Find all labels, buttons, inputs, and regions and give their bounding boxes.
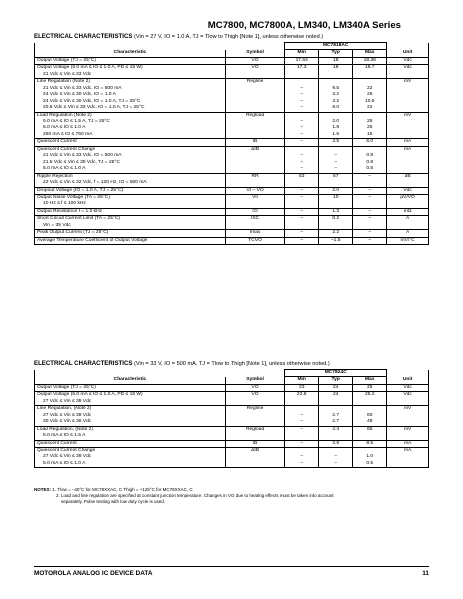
max-cell	[353, 392, 387, 406]
characteristic-cell	[35, 237, 226, 244]
min-value: –	[300, 85, 304, 91]
symbol-cell: VO	[225, 392, 284, 406]
characteristic-line: Output Noise Voltage (TA = 25°C)	[37, 194, 110, 200]
typ-value: –	[334, 166, 338, 172]
min-value: 17.3	[296, 65, 307, 71]
column-header-row	[35, 50, 429, 57]
symbol-cell: VO	[225, 57, 284, 64]
min-cell	[285, 194, 319, 208]
note-1: 1. Tlow = –40°C for MC78XXAC, C Thigh = +125°C for MC78XXAC, C	[52, 487, 193, 492]
characteristic-line: 10 Hz ≤ f ≤ 100 kHz	[43, 201, 86, 207]
product-name: MC7818AC	[285, 43, 387, 50]
typ-value: 3.2	[332, 92, 340, 98]
characteristic-line: 21 Vdc ≤ Vin ≤ 33 Vdc	[43, 71, 92, 77]
symbol-cell: VO	[225, 65, 284, 79]
notes	[34, 487, 432, 505]
symbol-cell: Regline	[225, 79, 284, 112]
typ-value: 57	[333, 173, 339, 179]
characteristic-line: Quiescent Current Change	[37, 447, 96, 453]
min-value: –	[300, 426, 304, 432]
max-value: 25	[367, 384, 373, 390]
min-value: –	[300, 194, 304, 200]
characteristic-cell	[35, 208, 226, 215]
max-value: 18.36	[363, 57, 376, 63]
characteristic-line: Output Voltage (5.0 mA ≤ IO ≤ 1.0 A, PD ≤ 15 W)	[37, 65, 143, 71]
typ-cell	[319, 112, 353, 139]
min-cell	[285, 146, 319, 173]
unit-cell: mA	[387, 139, 429, 146]
min-value: –	[300, 460, 304, 466]
characteristic-cell	[35, 216, 226, 230]
max-value: 65	[367, 426, 373, 432]
characteristic-line: Dropout Voltage (IO = 1.0 A, TJ = 25°C)	[37, 187, 124, 193]
column-header: Symbol	[225, 377, 284, 384]
min-value: –	[300, 159, 304, 165]
typ-value: 24	[332, 384, 339, 390]
table2-heading-label: ELECTRICAL CHARACTERISTICS	[34, 360, 133, 367]
min-cell	[285, 447, 319, 467]
unit-cell: Vdc	[387, 187, 429, 194]
characteristic-cell	[35, 146, 226, 173]
max-cell	[353, 65, 387, 79]
typ-cell	[319, 57, 353, 64]
product-header-row	[35, 43, 429, 50]
table-row	[35, 440, 429, 447]
symbol-cell: rO	[225, 208, 284, 215]
typ-cell	[319, 230, 353, 237]
symbol-cell: Regload	[225, 426, 284, 440]
typ-cell	[319, 384, 353, 391]
characteristic-line: 24 Vdc ≤ Vin ≤ 30 Vdc, IO = 1.0 A	[43, 92, 116, 98]
symbol-cell: ISC	[225, 216, 284, 230]
max-value: 48	[367, 419, 373, 425]
table-row	[35, 384, 429, 391]
typ-cell	[319, 237, 353, 244]
min-value: –	[300, 419, 304, 425]
table2-conditions: (Vin = 33 V, IO = 500 mA, TJ = Tlow to Thigh [Note 1], unless otherwise noted.)	[133, 361, 330, 367]
product-header-row	[35, 370, 429, 377]
typ-value: 3.2	[332, 98, 340, 104]
characteristic-cell	[35, 187, 226, 194]
characteristic-cell	[35, 447, 226, 467]
typ-value: 1.5	[332, 131, 340, 137]
min-cell	[285, 384, 319, 391]
max-value: 6.0	[366, 139, 374, 145]
max-cell	[353, 57, 387, 64]
max-cell	[353, 384, 387, 391]
min-value: –	[300, 92, 304, 98]
footer-rule	[34, 566, 429, 567]
unit-cell: mA	[387, 440, 429, 447]
min-cell	[285, 112, 319, 139]
typ-value: 9.5	[332, 85, 340, 91]
characteristic-line: 5.0 mA ≤ IO ≤ 1.0 A	[43, 166, 86, 172]
unit-cell: mV/°C	[387, 237, 429, 244]
header-blank	[35, 370, 285, 377]
characteristic-line: 27 Vdc ≤ Vin ≤ 38 Vdc	[43, 398, 92, 404]
typ-cell	[319, 406, 353, 426]
min-cell	[285, 139, 319, 146]
electrical-characteristics-table-1	[34, 42, 429, 245]
column-header-row	[35, 377, 429, 384]
min-value: 17.64	[295, 57, 308, 63]
max-cell	[353, 426, 387, 440]
characteristic-cell	[35, 230, 226, 237]
max-cell	[353, 440, 387, 447]
characteristic-line: 30 Vdc ≤ Vin ≤ 36 Vdc	[43, 419, 92, 425]
max-value: –	[368, 173, 372, 179]
table-row	[35, 447, 429, 467]
max-cell	[353, 230, 387, 237]
table-row	[35, 79, 429, 112]
unit-cell: Vdc	[387, 392, 429, 406]
characteristic-line: Vin = 35 Vdc	[43, 222, 71, 228]
min-cell	[285, 392, 319, 406]
max-value: 25	[367, 92, 373, 98]
max-value: –	[368, 208, 372, 214]
characteristic-line: Ripple Rejection	[37, 173, 73, 179]
table-row	[35, 406, 429, 426]
characteristic-line: Load Regulation (Note 2)	[37, 112, 92, 118]
characteristic-cell	[35, 194, 226, 208]
max-value: 8.5	[366, 440, 374, 446]
max-cell	[353, 112, 387, 139]
typ-value: –	[334, 454, 338, 460]
table-row	[35, 230, 429, 237]
characteristic-line: 250 mA ≤ IO ≤ 750 mA	[43, 131, 93, 137]
table-row	[35, 237, 429, 244]
min-cell	[285, 173, 319, 187]
typ-value: 3.5	[332, 139, 340, 145]
unit-cell: A	[387, 216, 429, 230]
typ-value: 18	[333, 57, 339, 63]
min-cell	[285, 237, 319, 244]
typ-value: 3.8	[332, 440, 340, 446]
characteristic-line: 27 Vdc ≤ Vin ≤ 38 Vdc	[43, 454, 92, 460]
column-header: Unit	[387, 50, 429, 57]
min-value: 22.8	[296, 392, 307, 398]
min-value: –	[300, 125, 304, 131]
characteristic-line: Output Voltage (5.0 mA ≤ IO ≤ 1.0 A, PD ≤ 15 W)	[37, 392, 143, 398]
column-header: Symbol	[225, 50, 284, 57]
table2-heading	[34, 360, 330, 367]
min-value: –	[300, 237, 304, 243]
characteristic-line: 22 Vdc ≤ Vin ≤ 32 Vdc, f = 120 Hz, IO = 500 mA	[43, 180, 147, 186]
characteristic-line: Output Resistance f = 1.0 kHz	[37, 208, 103, 214]
min-value: –	[300, 230, 304, 236]
max-value: 22	[367, 105, 373, 111]
max-cell	[353, 139, 387, 146]
min-cell	[285, 65, 319, 79]
min-cell	[285, 57, 319, 64]
table1-conditions: (Vin = 27 V, IO = 1.0 A, TJ = Tlow to Thigh [Note 1], unless otherwise noted.)	[133, 34, 324, 40]
min-value: –	[300, 187, 304, 193]
characteristic-cell	[35, 406, 226, 426]
min-value: –	[300, 166, 304, 172]
symbol-cell: ΔIB	[225, 146, 284, 173]
min-value: –	[300, 440, 304, 446]
symbol-cell: ΔIB	[225, 447, 284, 467]
column-header: Min	[285, 377, 319, 384]
table-row	[35, 216, 429, 230]
max-value: 25.2	[364, 392, 375, 398]
characteristic-line: Load Regulation, (Note 2)	[37, 426, 94, 432]
table-row	[35, 187, 429, 194]
min-value: –	[300, 153, 304, 159]
electrical-characteristics-table-2	[34, 369, 429, 468]
max-cell	[353, 146, 387, 173]
typ-value: –	[334, 159, 338, 165]
characteristic-cell	[35, 384, 226, 391]
min-cell	[285, 79, 319, 112]
min-value: –	[300, 118, 304, 124]
max-value: 0.5	[366, 460, 374, 466]
footer-title: MOTOROLA ANALOG IC DEVICE DATA	[34, 570, 153, 577]
typ-value: 8.0	[332, 105, 340, 111]
typ-value: –1.5	[330, 237, 341, 243]
typ-value: 24	[332, 392, 339, 398]
table-row	[35, 194, 429, 208]
typ-value: 2.0	[332, 187, 340, 193]
table-row	[35, 173, 429, 187]
column-header: Min	[285, 50, 319, 57]
table1-heading	[34, 33, 323, 40]
typ-value: 1.3	[332, 208, 340, 214]
column-header: Max	[353, 50, 387, 57]
symbol-cell: Imax	[225, 230, 284, 237]
characteristic-cell	[35, 426, 226, 440]
symbol-cell: Regline	[225, 406, 284, 426]
characteristic-cell	[35, 57, 226, 64]
unit-cell: mV	[387, 406, 429, 426]
product-name: MC7824C	[285, 370, 387, 377]
max-value: 25	[367, 125, 373, 131]
min-cell	[285, 440, 319, 447]
typ-cell	[319, 440, 353, 447]
typ-value: 0.2	[332, 216, 340, 222]
characteristic-line: Line Regulation, (Note 2)	[37, 406, 92, 412]
characteristic-line: Peak Output Current (TJ = 25°C)	[37, 230, 109, 236]
unit-cell: mV	[387, 426, 429, 440]
unit-cell: mA	[387, 447, 429, 467]
characteristic-cell	[35, 79, 226, 112]
unit-cell: mΩ	[387, 208, 429, 215]
max-value: 25	[367, 118, 373, 124]
max-value: –	[368, 216, 372, 222]
min-value: –	[300, 139, 304, 145]
min-value: –	[300, 412, 304, 418]
max-cell	[353, 187, 387, 194]
max-value: 15	[367, 131, 373, 137]
characteristic-line: Output Voltage (TJ = 25°C)	[37, 384, 96, 390]
symbol-cell: TCVO	[225, 237, 284, 244]
min-value: 23	[298, 384, 305, 390]
series-title: MC7800, MC7800A, LM340, LM340A Series	[207, 20, 401, 31]
characteristic-line: 5.0 mA ≤ IO ≤ 1.0 A	[43, 460, 86, 466]
typ-cell	[319, 139, 353, 146]
min-value: –	[300, 216, 304, 222]
typ-cell	[319, 65, 353, 79]
table-row	[35, 65, 429, 79]
column-header: Characteristic	[35, 50, 226, 57]
characteristic-cell	[35, 173, 226, 187]
symbol-cell: VI – VO	[225, 187, 284, 194]
typ-value: 4.4	[332, 426, 340, 432]
unit-cell: dB	[387, 173, 429, 187]
max-value: –	[368, 187, 372, 193]
typ-cell	[319, 208, 353, 215]
characteristic-line: 21 Vdc ≤ Vin ≤ 33 Vdc, IO = 500 mA	[43, 153, 122, 159]
characteristic-line: 27 Vdc ≤ Vin ≤ 38 Vdc	[43, 412, 92, 418]
column-header: Typ	[319, 50, 353, 57]
column-header: Typ	[319, 377, 353, 384]
min-cell	[285, 208, 319, 215]
typ-value: 2.7	[332, 412, 340, 418]
min-cell	[285, 216, 319, 230]
max-cell	[353, 79, 387, 112]
symbol-cell: VO	[225, 384, 284, 391]
note-2-continued: separately. Pulse testing with low duty cycle is used.	[61, 499, 165, 505]
characteristic-line: Short Circuit Current Limit (TA = 25°C)	[37, 216, 120, 222]
symbol-cell: Vn	[225, 194, 284, 208]
typ-value: –	[334, 153, 338, 159]
typ-cell	[319, 426, 353, 440]
column-header: Max	[353, 377, 387, 384]
min-cell	[285, 230, 319, 237]
max-cell	[353, 447, 387, 467]
unit-cell: mA	[387, 146, 429, 173]
min-value: 53	[298, 173, 305, 179]
notes-label: NOTES:	[34, 487, 52, 492]
typ-cell	[319, 447, 353, 467]
max-cell	[353, 173, 387, 187]
min-value: –	[300, 98, 304, 104]
characteristic-line: 21 Vdc ≤ Vin ≤ 33 Vdc, IO = 500 mA	[43, 85, 122, 91]
max-value: 18.7	[364, 65, 375, 71]
characteristic-line: Quiescent Current	[37, 440, 77, 446]
min-value: –	[300, 454, 304, 460]
typ-cell	[319, 146, 353, 173]
unit-cell: µV/VO	[387, 194, 429, 208]
min-cell	[285, 426, 319, 440]
characteristic-cell	[35, 139, 226, 146]
header-blank	[387, 43, 429, 50]
header-blank	[35, 43, 285, 50]
page-number: 11	[422, 570, 429, 577]
typ-value: 18	[333, 65, 339, 71]
typ-cell	[319, 173, 353, 187]
unit-cell: Vdc	[387, 57, 429, 64]
max-value: –	[368, 230, 372, 236]
unit-cell: Vdc	[387, 65, 429, 79]
characteristic-cell	[35, 112, 226, 139]
typ-value: –	[334, 460, 338, 466]
typ-value: 2.2	[332, 230, 340, 236]
max-value: –	[368, 194, 372, 200]
typ-value: 1.8	[332, 125, 340, 131]
max-value: –	[368, 237, 372, 243]
symbol-cell: IB	[225, 139, 284, 146]
max-value: 1.0	[366, 454, 374, 460]
min-value: –	[300, 208, 304, 214]
characteristic-cell	[35, 65, 226, 79]
characteristic-line: 5.0 mA ≤ IO ≤ 1.0 A	[43, 125, 86, 131]
characteristic-line: 5.0 mA ≤ IO ≤ 1.5 A	[43, 433, 86, 439]
min-value: –	[300, 131, 304, 137]
characteristic-line: Output Voltage (TJ = 25°C)	[37, 57, 96, 63]
characteristic-line: Quiescent Current	[37, 139, 77, 145]
table-row	[35, 139, 429, 146]
unit-cell: Vdc	[387, 384, 429, 391]
typ-value: 2.0	[332, 118, 340, 124]
typ-cell	[319, 194, 353, 208]
characteristic-line: Line Regulation (Note 2)	[37, 79, 91, 85]
max-value: 60	[367, 412, 373, 418]
max-cell	[353, 406, 387, 426]
typ-value: 2.7	[332, 419, 340, 425]
characteristic-line: 5.0 mA ≤ IO ≤ 1.5 A, TJ = 25°C	[43, 118, 110, 124]
table1-heading-label: ELECTRICAL CHARACTERISTICS	[34, 33, 133, 40]
max-value: 22	[367, 85, 373, 91]
table-row	[35, 426, 429, 440]
max-value: 10.5	[364, 98, 375, 104]
unit-cell: mV	[387, 112, 429, 139]
max-value: 0.8	[366, 159, 374, 165]
typ-cell	[319, 79, 353, 112]
typ-cell	[319, 392, 353, 406]
table-row	[35, 112, 429, 139]
max-cell	[353, 237, 387, 244]
typ-cell	[319, 216, 353, 230]
unit-cell: mV	[387, 79, 429, 112]
typ-cell	[319, 187, 353, 194]
max-value: 0.5	[366, 166, 374, 172]
min-cell	[285, 406, 319, 426]
max-cell	[353, 216, 387, 230]
typ-value: 10	[333, 194, 339, 200]
table-row	[35, 392, 429, 406]
min-value: –	[300, 105, 304, 111]
symbol-cell: Regload	[225, 112, 284, 139]
symbol-cell: RR	[225, 173, 284, 187]
characteristic-cell	[35, 440, 226, 447]
min-cell	[285, 187, 319, 194]
column-header: Unit	[387, 377, 429, 384]
characteristic-line: 20.6 Vdc ≤ Vin ≤ 33 Vdc, IO = 1.0 A, TJ = 25°C	[43, 105, 145, 111]
table-row	[35, 146, 429, 173]
characteristic-line: 24 Vdc ≤ Vin ≤ 30 Vdc, IO = 1.0 A, TJ = 25°C	[43, 98, 141, 104]
symbol-cell: IB	[225, 440, 284, 447]
table-row	[35, 57, 429, 64]
table-row	[35, 208, 429, 215]
characteristic-line: Quiescent Current Change	[37, 146, 96, 152]
column-header: Characteristic	[35, 377, 226, 384]
max-cell	[353, 194, 387, 208]
header-blank	[387, 370, 429, 377]
note-2: 2. Load and line regulation are specified at constant junction temperature. Changes in VO due to heating effects must be taken into account	[56, 493, 334, 499]
characteristic-line: 21.5 Vdc ≤ Vin ≤ 30 Vdc, TJ = 25°C	[43, 159, 120, 165]
characteristic-line: Average Temperature Coefficient of Output Voltage	[37, 237, 148, 243]
max-cell	[353, 208, 387, 215]
max-value: 0.8	[366, 153, 374, 159]
characteristic-cell	[35, 392, 226, 406]
unit-cell: A	[387, 230, 429, 237]
